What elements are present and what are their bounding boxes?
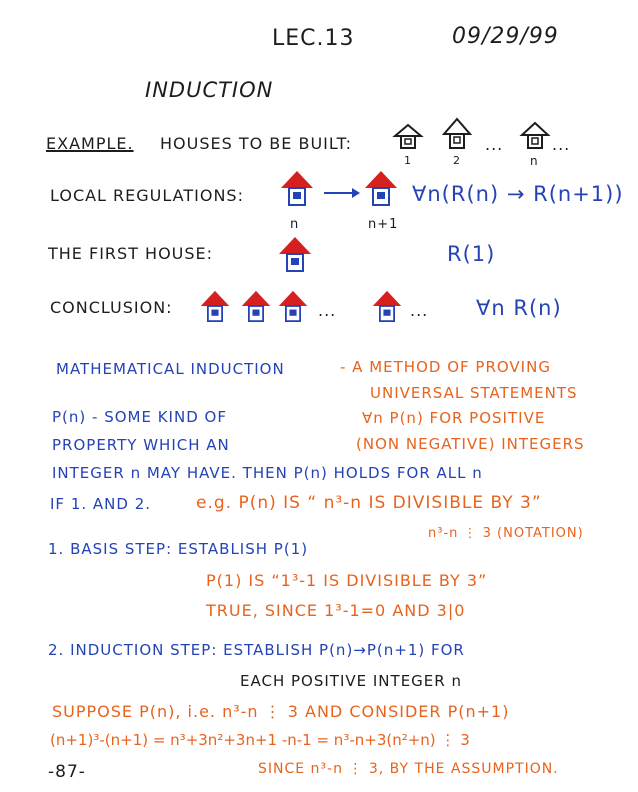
math-induction-term: MATHEMATICAL INDUCTION — [56, 360, 285, 378]
pn-def-line: PROPERTY WHICH AN — [52, 436, 230, 454]
red-house-icon — [277, 288, 309, 324]
example-dots: ... — [485, 135, 504, 154]
page-number: -87- — [48, 762, 86, 782]
red-house-icon — [199, 288, 231, 324]
local-regulations-formula: ∀n(R(n) → R(n+1)) — [412, 182, 624, 206]
arrow-icon — [322, 186, 362, 200]
first-house-label: THE FIRST HOUSE: — [48, 244, 214, 263]
red-house-icon — [371, 288, 403, 324]
suppose-line: SINCE n³-n ⋮ 3, BY THE ASSUMPTION. — [258, 761, 559, 777]
conclusion-label: CONCLUSION: — [50, 298, 173, 317]
lecture-label: LEC.13 — [272, 26, 355, 51]
basis-step-label: 1. BASIS STEP: ESTABLISH P(1) — [48, 540, 309, 558]
pn-def-line: INTEGER n MAY HAVE. THEN P(n) HOLDS FOR ALL n — [52, 464, 483, 482]
page-title: INDUCTION — [145, 78, 274, 102]
house-label-n-plus-1: n+1 — [368, 217, 399, 232]
example-text: HOUSES TO BE BUILT: — [160, 134, 352, 153]
basis-step-line: P(1) IS “1³-1 IS DIVISIBLE BY 3” — [206, 571, 488, 590]
math-induction-def-line: UNIVERSAL STATEMENTS — [370, 384, 578, 402]
red-house-icon — [363, 168, 399, 208]
math-induction-def-line: ∀n P(n) FOR POSITIVE — [362, 409, 546, 427]
date: 09/29/99 — [452, 24, 559, 49]
pn-def-line: IF 1. AND 2. — [50, 495, 152, 513]
conclusion-formula: ∀n R(n) — [476, 296, 562, 320]
house-label-n: n — [290, 217, 300, 232]
induction-step-label: 2. INDUCTION STEP: ESTABLISH P(n)→P(n+1) FOR — [48, 641, 465, 659]
red-house-icon — [240, 288, 272, 324]
pn-def-line: P(n) - SOME KIND OF — [52, 408, 227, 426]
house-label-n: n — [530, 154, 539, 168]
notation-line: n³-n ⋮ 3 (NOTATION) — [428, 526, 584, 541]
conclusion-dots-trailing: ... — [410, 301, 429, 320]
house-outline-icon — [520, 120, 550, 150]
local-regulations-label: LOCAL REGULATIONS: — [50, 186, 244, 205]
red-house-icon — [279, 168, 315, 208]
house-outline-icon — [393, 122, 423, 150]
house-label-2: 2 — [453, 154, 461, 167]
example-statement: e.g. P(n) IS “ n³-n IS DIVISIBLE BY 3” — [196, 493, 542, 513]
suppose-line: SUPPOSE P(n), i.e. n³-n ⋮ 3 AND CONSIDER P(n+1) — [52, 702, 510, 721]
example-label: EXAMPLE. — [46, 134, 134, 153]
conclusion-dots: ... — [318, 301, 337, 320]
house-label-1: 1 — [404, 154, 412, 167]
example-dots-trailing: ... — [552, 135, 571, 154]
math-induction-def-line: (NON NEGATIVE) INTEGERS — [356, 435, 585, 453]
math-induction-def-line: - A METHOD OF PROVING — [340, 358, 551, 376]
red-house-icon — [277, 234, 313, 274]
induction-step-label-2: EACH POSITIVE INTEGER n — [240, 672, 462, 690]
suppose-line: (n+1)³-(n+1) = n³+3n²+3n+1 -n-1 = n³-n+3(n²+n) ⋮ 3 — [50, 731, 470, 749]
house-outline-icon — [442, 116, 472, 150]
basis-step-line: TRUE, SINCE 1³-1=0 AND 3|0 — [206, 601, 466, 620]
first-house-formula: R(1) — [447, 242, 496, 266]
